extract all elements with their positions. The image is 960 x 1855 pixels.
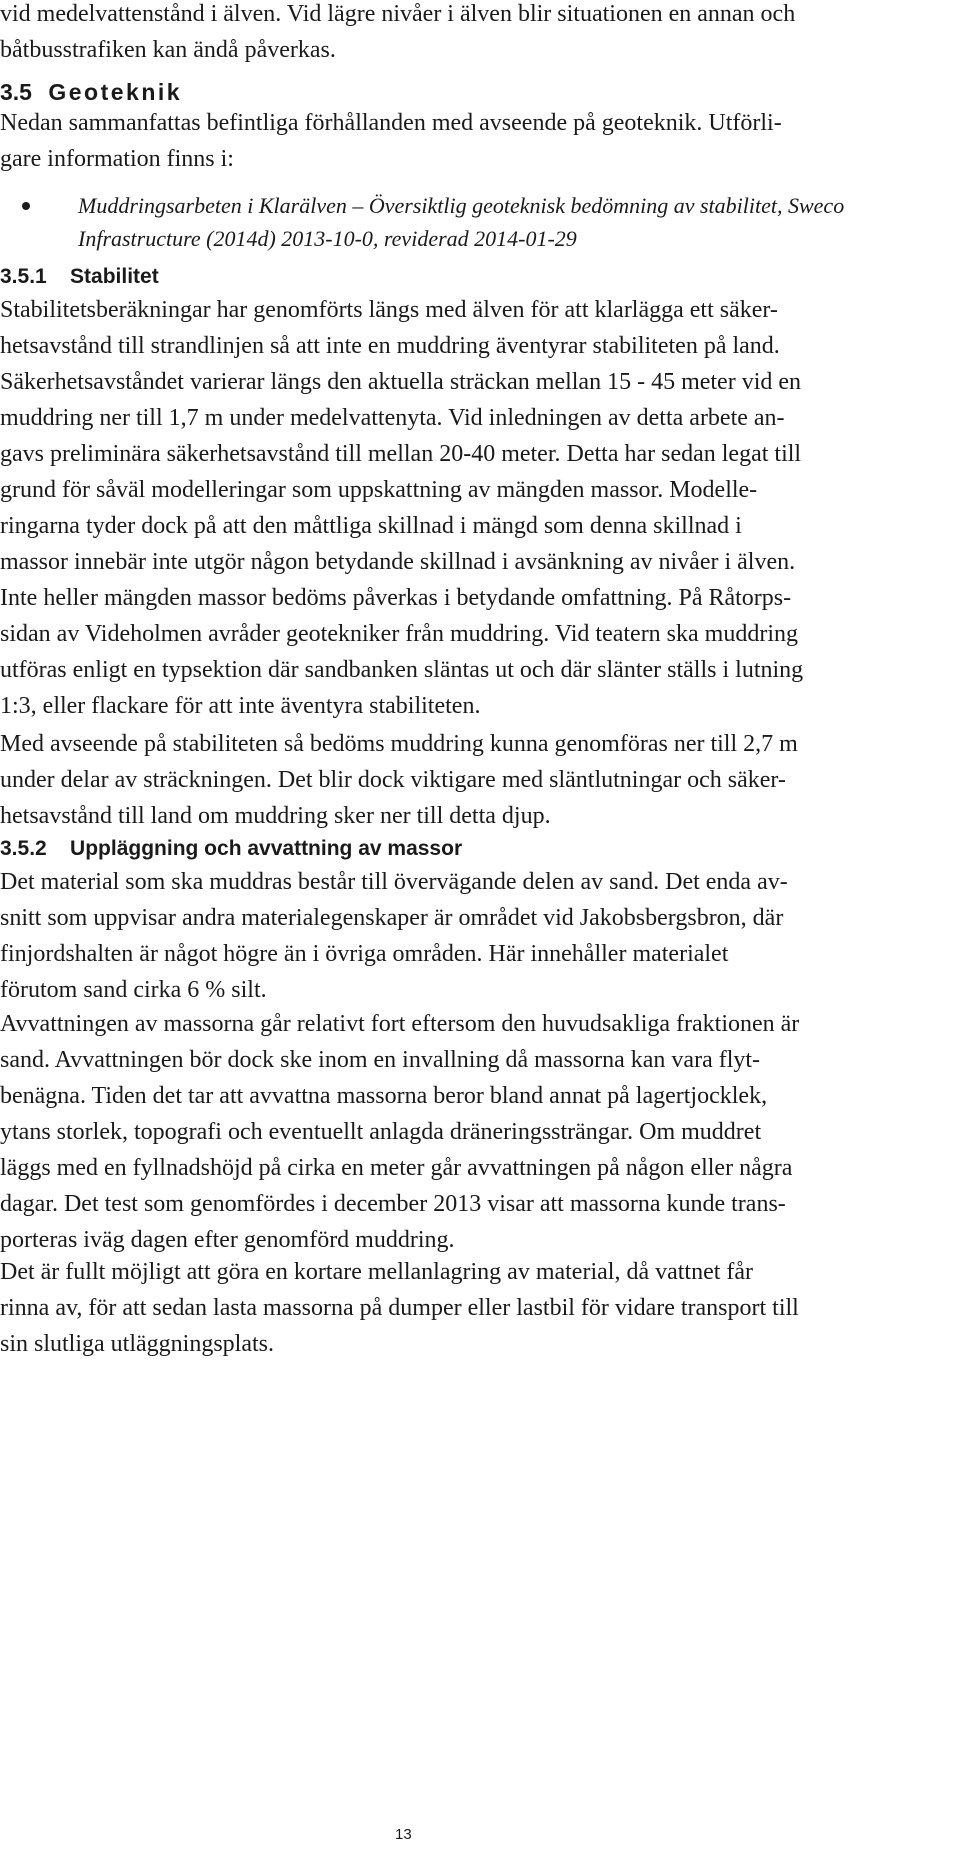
bullet-icon [22, 202, 30, 210]
section-heading-3-5-2: 3.5.2 Uppläggning och avvattning av massor [0, 837, 463, 860]
text-line: gavs preliminära säkerhetsavstånd till mellan 20-40 meter. Detta har sedan legat till [0, 441, 802, 467]
text-line: muddring ner till 1,7 m under medelvattenyta. Vid inledningen av detta arbete an- [0, 405, 785, 431]
stability-paragraph-2 [0, 726, 960, 834]
section-number: 3.5 [0, 79, 32, 105]
stability-paragraph-1 [0, 292, 960, 724]
text-line: 1:3, eller flackare för att inte äventyra stabiliteten. [0, 693, 481, 719]
text-line: massor innebär inte utgör någon betydande skillnad i avsänkning av nivåer i älven. [0, 549, 796, 575]
text-line: under delar av sträckningen. Det blir dock viktigare med släntlutningar och säker- [0, 767, 786, 793]
text-line: sin slutliga utläggningsplats. [0, 1331, 274, 1357]
text-line: vid medelvattenstånd i älven. Vid lägre nivåer i älven blir situationen en annan och [0, 1, 796, 27]
text-line: Inte heller mängden massor bedöms påverkas i betydande omfattning. På Råtorps- [0, 585, 792, 611]
text-line: ringarna tyder dock på att den måttliga skillnad i mängd som denna skillnad i [0, 513, 742, 539]
section-heading-3-5 [0, 75, 182, 109]
text-line: förutom sand cirka 6 % silt. [0, 977, 267, 1003]
section-title: Geoteknik [48, 79, 183, 105]
text-line: Stabilitetsberäkningar har genomförts längs med älven för att klarlägga ett säker- [0, 297, 778, 323]
text-line: hetsavstånd till strandlinjen så att inte en muddring äventyrar stabiliteten på land. [0, 333, 780, 359]
section-heading-3-5-1: 3.5.1 Stabilitet [0, 265, 159, 288]
reference-bullet [78, 189, 844, 255]
text-line: snitt som uppvisar andra materialegenskaper är området vid Jakobsbergsbron, där [0, 905, 784, 931]
text-line: Det material som ska muddras består till övervägande delen av sand. Det enda av- [0, 869, 788, 895]
deposition-paragraph-2 [0, 1006, 960, 1258]
deposition-paragraph-3 [0, 1254, 960, 1362]
text-line: båtbusstrafiken kan ändå påverkas. [0, 37, 336, 63]
text-line: läggs med en fyllnadshöjd på cirka en meter går avvattningen på någon eller några [0, 1155, 793, 1181]
text-line: Säkerhetsavståndet varierar längs den aktuella sträckan mellan 15 - 45 meter vid en [0, 369, 802, 395]
text-line: sand. Avvattningen bör dock ske inom en invallning då massorna kan vara flyt- [0, 1047, 761, 1073]
text-line: utföras enligt en typsektion där sandbanken släntas ut och där slänter ställs i lutning [0, 657, 804, 683]
intro-paragraph [0, 0, 960, 68]
text-line: Nedan sammanfattas befintliga förhållanden med avseende på geoteknik. Utförli- [0, 110, 782, 136]
text-line: porteras iväg dagen efter genomförd muddring. [0, 1227, 455, 1253]
text-line: Med avseende på stabiliteten så bedöms muddring kunna genomföras ner till 2,7 m [0, 731, 798, 757]
text-line: rinna av, för att sedan lasta massorna på dumper eller lastbil för vidare transport till [0, 1295, 799, 1321]
text-line: Muddringsarbeten i Klarälven – Översiktlig geoteknisk bedömning av stabilitet, Sweco [78, 193, 845, 218]
text-line: gare information finns i: [0, 146, 234, 172]
text-line: grund för såväl modelleringar som uppskattning av mängden massor. Modelle- [0, 477, 758, 503]
text-line: Det är fullt möjligt att göra en kortare mellanlagring av material, då vattnet får [0, 1259, 754, 1285]
text-line: ytans storlek, topografi och eventuellt anlagda dräneringssträngar. Om muddret [0, 1119, 762, 1145]
text-line: finjordshalten är något högre än i övriga områden. Här innehåller materialet [0, 941, 729, 967]
text-line: dagar. Det test som genomfördes i december 2013 visar att massorna kunde trans- [0, 1191, 786, 1217]
text-line: sidan av Videholmen avråder geotekniker från muddring. Vid teatern ska muddring [0, 621, 798, 647]
page-number: 13 [395, 1826, 412, 1843]
text-line: Avvattningen av massorna går relativt fort eftersom den huvudsakliga fraktionen är [0, 1011, 800, 1037]
text-line: Infrastructure (2014d) 2013-10-0, reviderad 2014-01-29 [78, 226, 577, 251]
text-line: benägna. Tiden det tar att avvattna massorna beror bland annat på lagertjocklek, [0, 1083, 768, 1109]
section-3-5-intro [0, 105, 960, 177]
deposition-paragraph-1 [0, 864, 960, 1008]
text-line: hetsavstånd till land om muddring sker ner till detta djup. [0, 803, 551, 829]
